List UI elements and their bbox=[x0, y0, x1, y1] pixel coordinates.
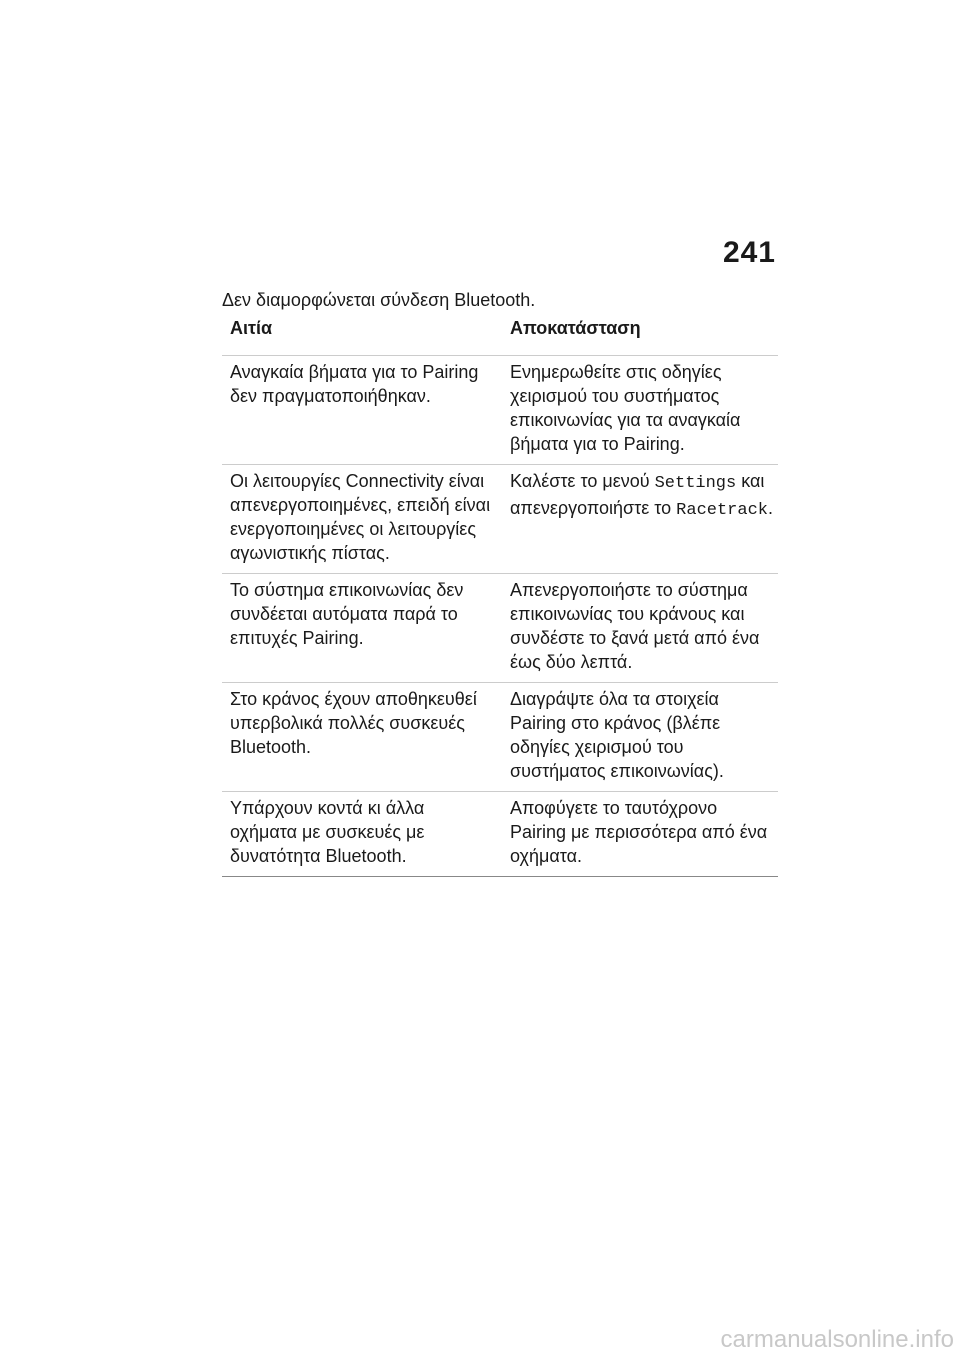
fix-text-mid: και απενεργοποιήστε το bbox=[510, 471, 765, 518]
menu-code-racetrack: Racetrack bbox=[676, 501, 768, 520]
menu-code-settings: Settings bbox=[654, 474, 737, 493]
table-row bbox=[222, 683, 778, 792]
table-row bbox=[222, 792, 778, 877]
fix-text: Καλέστε το μενού bbox=[510, 471, 655, 491]
cause-cell: Υπάρχουν κοντά κι άλλα οχήματα με συσκευές με δυνατότητα Bluetooth. bbox=[230, 798, 425, 866]
troubleshooting-table bbox=[222, 314, 778, 877]
fix-cell bbox=[502, 796, 778, 868]
header-fix: Αποκατάσταση bbox=[510, 318, 641, 338]
cause-cell: Στο κράνος έχουν αποθηκευθεί υπερβολικά πολλές συσκευές Bluetooth. bbox=[230, 689, 477, 757]
fix-cell bbox=[502, 578, 778, 674]
fix-text: Αποφύγετε το ταυτόχρονο Pairing με περισσότερα από ένα οχήματα. bbox=[510, 798, 768, 866]
watermark: carmanualsonline.info bbox=[720, 1326, 954, 1353]
fix-text: Ενημερωθείτε στις οδηγίες χειρισμού του συστήματος επικοινωνίας για τα αναγκαία βήματα για το Pairing. bbox=[510, 362, 741, 454]
fix-text: Διαγράψτε όλα τα στοιχεία Pairing στο κράνος (βλέπε οδηγίες χειρισμού του συστήματος επικοινωνίας). bbox=[510, 689, 724, 781]
table-row bbox=[222, 574, 778, 683]
fix-text: Απενεργοποιήστε το σύστημα επικοινωνίας του κράνους και συνδέστε το ξανά μετά από ένα έως δύο λεπτά. bbox=[510, 580, 760, 672]
table-row bbox=[222, 465, 778, 574]
cause-cell: Το σύστημα επικοινωνίας δεν συνδέεται αυτόματα παρά το επιτυχές Pairing. bbox=[230, 580, 464, 648]
table-row bbox=[222, 356, 778, 465]
header-cause: Αιτία bbox=[230, 318, 273, 338]
cause-cell: Οι λειτουργίες Connectivity είναι απενεργοποιημένες, επειδή είναι ενεργοποιημένες οι λειτουργίες αγωνιστικής πίστας. bbox=[230, 471, 491, 563]
fix-text-end: . bbox=[768, 498, 774, 518]
table-header bbox=[222, 314, 778, 356]
section-title: Δεν διαμορφώνεται σύνδεση Bluetooth. bbox=[222, 290, 536, 310]
cause-cell: Αναγκαία βήματα για το Pairing δεν πραγματοποιήθηκαν. bbox=[230, 362, 479, 406]
page-number: 241 bbox=[722, 236, 776, 269]
fix-cell bbox=[502, 360, 778, 456]
fix-cell bbox=[502, 469, 778, 565]
fix-cell bbox=[502, 687, 778, 783]
